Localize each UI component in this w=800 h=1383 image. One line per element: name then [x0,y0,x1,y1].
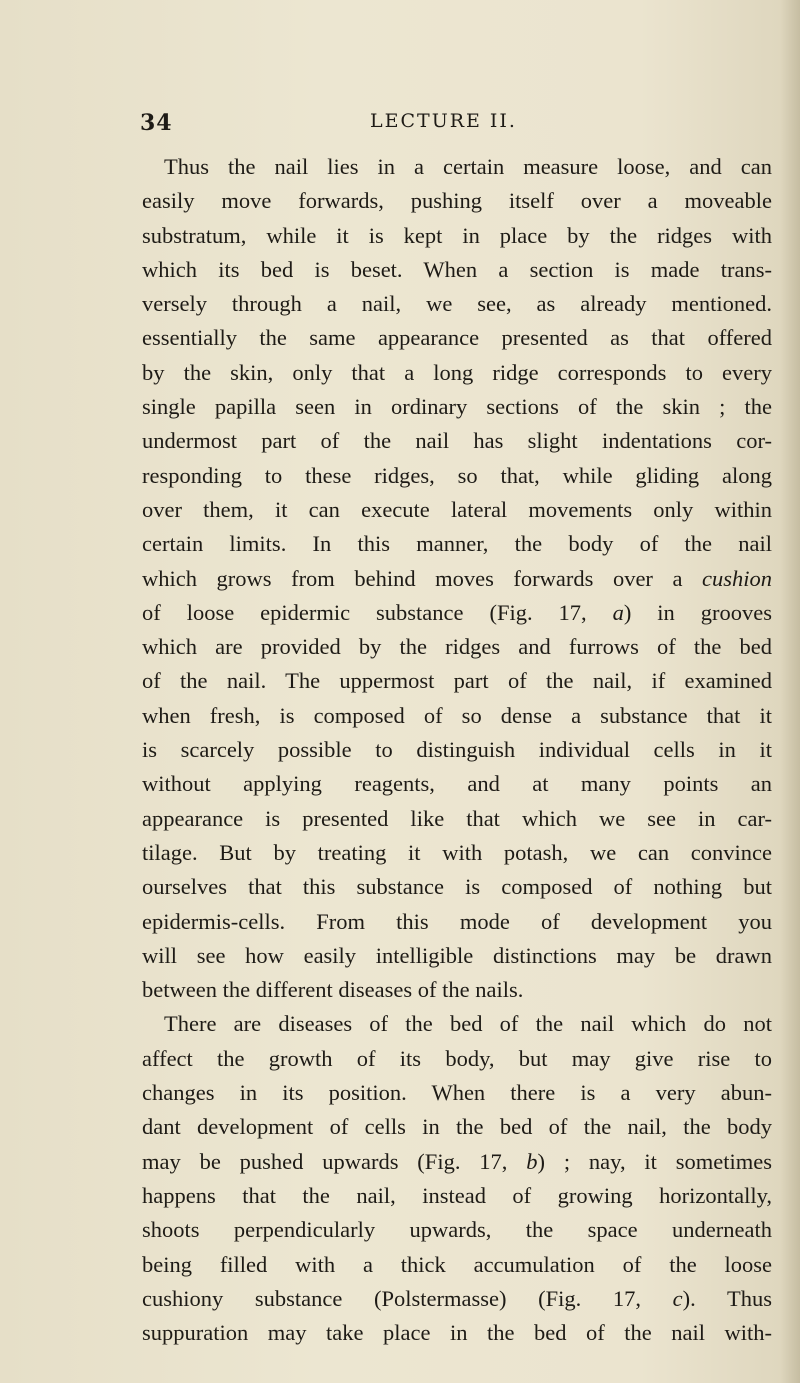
text-line: responding to these ridges, so that, while gliding along [142,462,772,488]
text-line: tilage. But by treating it with potash, we can convince [142,839,772,865]
page-header [140,110,780,140]
text-line: undermost part of the nail has slight indentations cor- [142,428,772,454]
text-line: may be pushed upwards (Fig. 17, b) ; nay, it sometimes [142,1148,772,1174]
text-line: which its bed is beset. When a section is made trans- [142,256,772,282]
text-line: essentially the same appearance presented as that offered [142,325,772,351]
text-line: dant development of cells in the bed of the nail, the body [142,1114,772,1140]
text-line: changes in its position. When there is a very abun- [142,1080,772,1106]
text-line: suppuration may take place in the bed of the nail with- [142,1320,772,1346]
text-line: substratum, while it is kept in place by the ridges with [142,222,772,248]
text-line: appearance is presented like that which we see in car- [142,805,772,831]
text-line: of loose epidermic substance (Fig. 17, a) in grooves [142,599,772,625]
text-line: versely through a nail, we see, as already mentioned. [142,291,772,317]
text-line: which are provided by the ridges and furrows of the bed [142,634,772,660]
page-edge-shadow [780,0,800,1383]
running-title: LECTURE II. [370,110,517,132]
text-line: between the different diseases of the nails. [142,977,524,1003]
text-line: of the nail. The uppermost part of the nail, if examined [142,668,772,694]
body-text [142,150,772,1350]
text-line: single papilla seen in ordinary sections of the skin ; the [142,394,772,420]
text-line: certain limits. In this manner, the body of the nail [142,531,772,557]
text-line: affect the growth of its body, but may give rise to [142,1045,772,1071]
text-line: Thus the nail lies in a certain measure loose, and can [164,154,772,179]
text-line: ourselves that this substance is composed of nothing but [142,874,772,900]
page-number: 34 [140,110,173,136]
text-line: is scarcely possible to distinguish individual cells in it [142,737,772,763]
text-line: over them, it can execute lateral movements only within [142,496,772,522]
text-line: will see how easily intelligible distinctions may be drawn [142,942,772,968]
text-line: happens that the nail, instead of growing horizontally, [142,1182,772,1208]
text-line: being filled with a thick accumulation of the loose [142,1251,772,1277]
text-line: cushiony substance (Polstermasse) (Fig. 17, c). Thus [142,1285,772,1311]
text-line: when fresh, is composed of so dense a substance that it [142,702,772,728]
text-line: without applying reagents, and at many points an [142,771,772,797]
text-line: epidermis-cells. From this mode of development you [142,908,772,934]
text-line: easily move forwards, pushing itself over a moveable [142,188,772,214]
text-line: There are diseases of the bed of the nail which do not [164,1011,772,1037]
text-line: shoots perpendicularly upwards, the space underneath [142,1217,772,1243]
text-line: by the skin, only that a long ridge corresponds to every [142,359,772,385]
text-line: which grows from behind moves forwards over a cushion [142,565,772,591]
